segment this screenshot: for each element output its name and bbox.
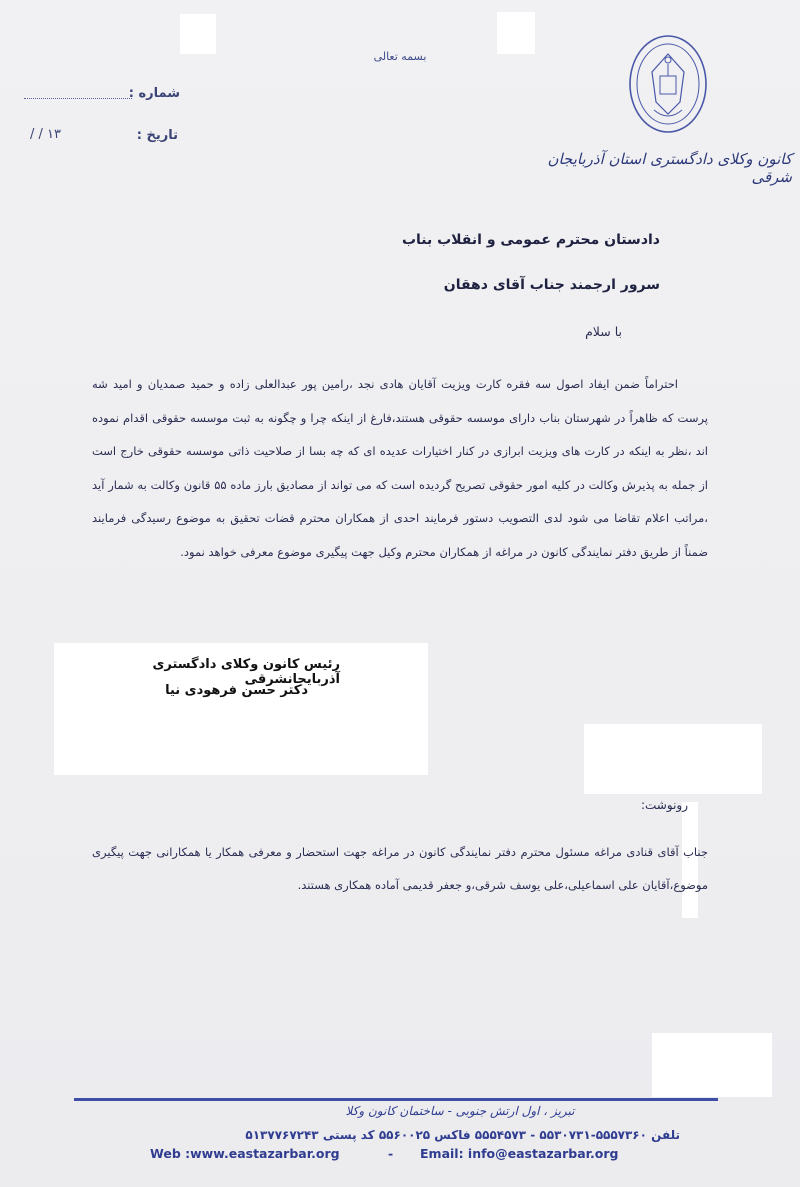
- redaction-box: [652, 1033, 772, 1097]
- copy-to-label: رونوشت:: [640, 798, 688, 812]
- footer-website: Web :www.eastazarbar.org: [150, 1146, 340, 1161]
- addressee-line-2: سرور ارجمند جناب آقای دهقان: [443, 277, 660, 293]
- footer-address: تبریز ، اول ارتش جنوبی - ساختمان کانون وکلا: [345, 1104, 575, 1118]
- footer-separator: -: [388, 1146, 394, 1161]
- emblem-seal-icon: [626, 32, 710, 136]
- redaction-box: [180, 14, 216, 54]
- letter-number-label: شماره :: [128, 86, 180, 101]
- signatory-title: رئیس کانون وکلای دادگستری آذربایجانشرقی: [152, 657, 340, 687]
- copy-to-text: جناب آقای قنادی مراغه مسئول محترم دفتر نمایندگی کانون در مراغه جهت استحضار و معرفی همکار یا همکارانی جهت پیگیری موضوع،آقایان علی اسماعیلی،علی یوسف شرقی،و جعفر قدیمی آماده همکاری هستند.: [92, 845, 708, 892]
- footer-contact-numbers: تلفن ۵۵۵۷۳۶۰-۵۵۳۰۷۳۱ - ۵۵۵۴۵۷۳ فاکس ۵۵۶۰۰۲۵ کد پستی ۵۱۳۷۷۶۷۲۴۳: [245, 1128, 680, 1142]
- body-paragraph: احتراماً ضمن ایفاد اصول سه فقره کارت ویزیت آقایان هادی نجد ،رامین پور عبدالعلی زاده و حمید صمدیان و امید شه پرست که ظاهراً در شهرستان بناب دارای موسسه حقوقی هستند،فارغ از اینکه چرا و چگونه به ثبت موسسه حقوقی اقدام نموده اند ،نظر به اینکه در کارت های ویزیت ابرازی در کنار اختیارات عدیده ای که چه بسا از صلاحیت ذاتی موسسه حقوقی خارج است از جمله به پذیرش وکالت در کلیه امور حقوقی تصریح گردیده است که می تواند از مصادیق بارز ماده ۵۵ قانون وکالت به شمار آید ،مراتب اعلام تقاضا می شود لدی التصویب دستور فرمایند احدی از همکاران محترم قضات تحقیق به موضوع رسیدگی فرمایند ضمناً از طریق دفتر نمایندگی کانون در مراغه از همکاران محترم وکیل جهت پیگیری موضوع معرفی خواهد نمود.: [92, 377, 708, 559]
- footer-divider: [74, 1098, 718, 1101]
- letter-date-value: / / ۱۳: [30, 127, 61, 142]
- letter-number-dots: [24, 98, 132, 99]
- letter-number-field: [20, 86, 180, 101]
- greeting: با سلام: [585, 324, 622, 339]
- basmala: بسمه تعالی: [373, 50, 427, 63]
- signatory-name: دکتر حسن فرهودی نیا: [165, 683, 308, 698]
- redaction-box: [584, 724, 762, 794]
- letter-date-label: تاریخ :: [136, 128, 178, 143]
- letter-body: [92, 368, 708, 570]
- footer-email: Email: info@eastazarbar.org: [420, 1146, 619, 1161]
- organization-title: کانون وکلای دادگستری استان آذربایجان شرقی: [547, 150, 792, 186]
- redaction-box: [497, 12, 535, 54]
- addressee-line-1: دادستان محترم عمومی و انقلاب بناب: [401, 232, 660, 248]
- signature-block: [54, 643, 428, 775]
